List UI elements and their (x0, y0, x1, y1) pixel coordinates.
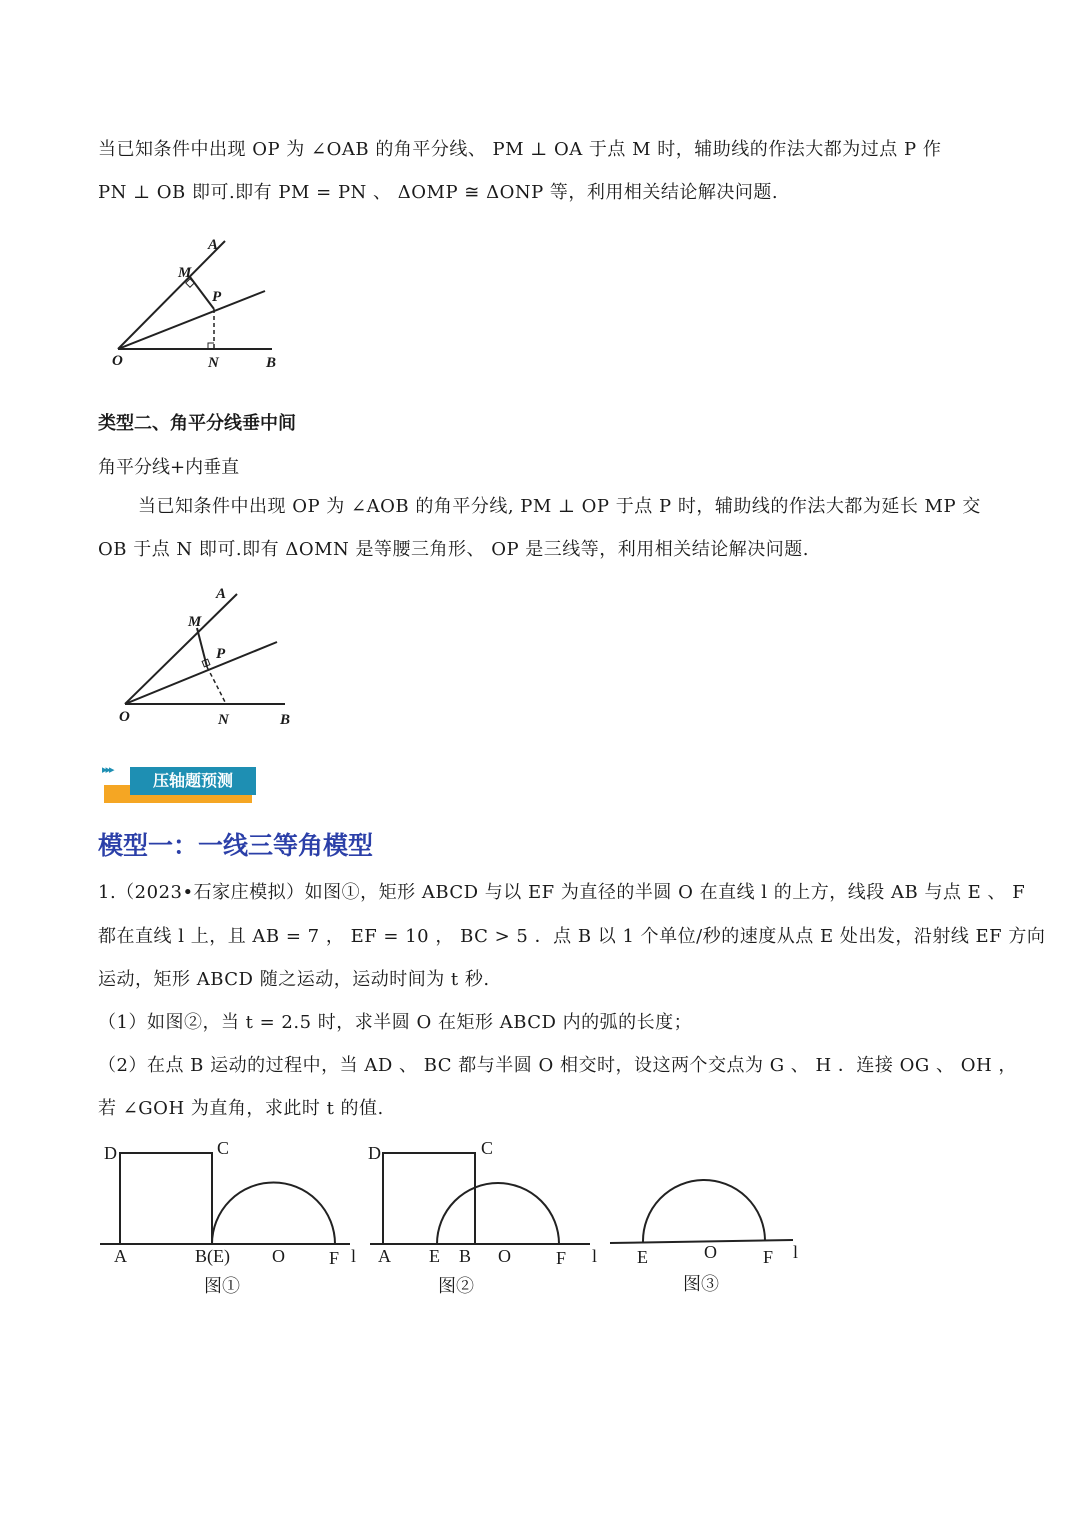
section-banner (100, 763, 260, 807)
question-line: （2）在点 B 运动的过程中，当 AD 、 BC 都与半圆 O 相交时，设这两个交点为 G 、 H ．连接 OG 、 OH ， (98, 1055, 1017, 1076)
label-o: O (119, 709, 130, 725)
angle-bisector-figure-2 (100, 580, 310, 730)
label-o: O (704, 1242, 717, 1262)
label-b: B (266, 355, 277, 371)
label-n: N (218, 712, 229, 728)
paragraph-line: 当已知条件中出现 OP 为 ∠AOB 的角平分线, PM ⊥ OP 于点 P 时，辅助线的作法大都为延长 MP 交 (138, 496, 981, 517)
question-line: （1）如图②，当 t = 2.5 时，求半圆 O 在矩形 ABCD 内的弧的长度； (98, 1012, 693, 1033)
paragraph-line: OB 于点 N 即可.即有 ΔOMN 是等腰三角形、 OP 是三线等，利用相关结论解决问题. (98, 539, 810, 560)
label-be: B(E) (195, 1246, 230, 1266)
subheading: 角平分线+内垂直 (98, 457, 240, 478)
geometry-figure-2 (365, 1130, 615, 1270)
label-c: C (481, 1138, 494, 1158)
label-a: A (208, 237, 219, 253)
geometry-figure-1 (95, 1130, 375, 1270)
label-l: l (351, 1246, 357, 1266)
label-o: O (498, 1246, 511, 1266)
problem-line: 都在直线 l 上，且 AB = 7 ， EF = 10 ， BC > 5 ．点 B 以 1 个单位/秒的速度从点 E 处出发，沿射线 EF 方向 (98, 926, 1046, 947)
problem-line: 1.（2023•石家庄模拟）如图①，矩形 ABCD 与以 EF 为直径的半圆 O 在直线 l 的上方，线段 AB 与点 E 、 F (98, 882, 1026, 903)
label-f: F (556, 1248, 567, 1268)
model-title: 模型一：一线三等角模型 (98, 831, 374, 860)
banner-label: 压轴题预测 (130, 767, 256, 795)
label-m: M (178, 265, 192, 281)
label-a: A (378, 1246, 391, 1266)
label-a: A (114, 1246, 127, 1266)
paragraph-line: PN ⊥ OB 即可.即有 PM = PN 、 ΔOMP ≅ ΔONP 等，利用相关结论解决问题. (98, 182, 779, 203)
label-d: D (368, 1143, 381, 1163)
label-b: B (280, 712, 291, 728)
label-o: O (272, 1246, 285, 1266)
label-m: M (188, 614, 202, 630)
figure-caption: 图② (438, 1276, 474, 1297)
figure-caption: 图① (204, 1276, 240, 1297)
arrow-icon: ▸▸▸ (102, 763, 113, 776)
paragraph-line: 当已知条件中出现 OP 为 ∠OAB 的角平分线、 PM ⊥ OA 于点 M 时，辅助线的作法大都为过点 P 作 (98, 139, 942, 160)
label-p: P (216, 646, 226, 662)
label-f: F (329, 1248, 340, 1268)
label-p: P (212, 289, 222, 305)
label-e: E (429, 1246, 440, 1266)
label-a: A (216, 586, 227, 602)
label-f: F (763, 1247, 774, 1267)
figure-caption: 图③ (683, 1274, 719, 1295)
label-n: N (208, 355, 219, 371)
label-e: E (637, 1247, 648, 1267)
problem-line: 运动，矩形 ABCD 随之运动，运动时间为 t 秒. (98, 969, 490, 990)
label-o: O (112, 353, 123, 369)
label-b: B (459, 1246, 472, 1266)
geometry-figure-3 (605, 1130, 815, 1270)
label-d: D (104, 1143, 117, 1163)
label-l: l (592, 1246, 598, 1266)
section-heading: 类型二、角平分线垂中间 (98, 413, 296, 434)
label-c: C (217, 1138, 230, 1158)
question-line: 若 ∠GOH 为直角，求此时 t 的值. (98, 1098, 384, 1119)
angle-bisector-figure-1 (100, 225, 300, 375)
label-l: l (793, 1242, 799, 1262)
